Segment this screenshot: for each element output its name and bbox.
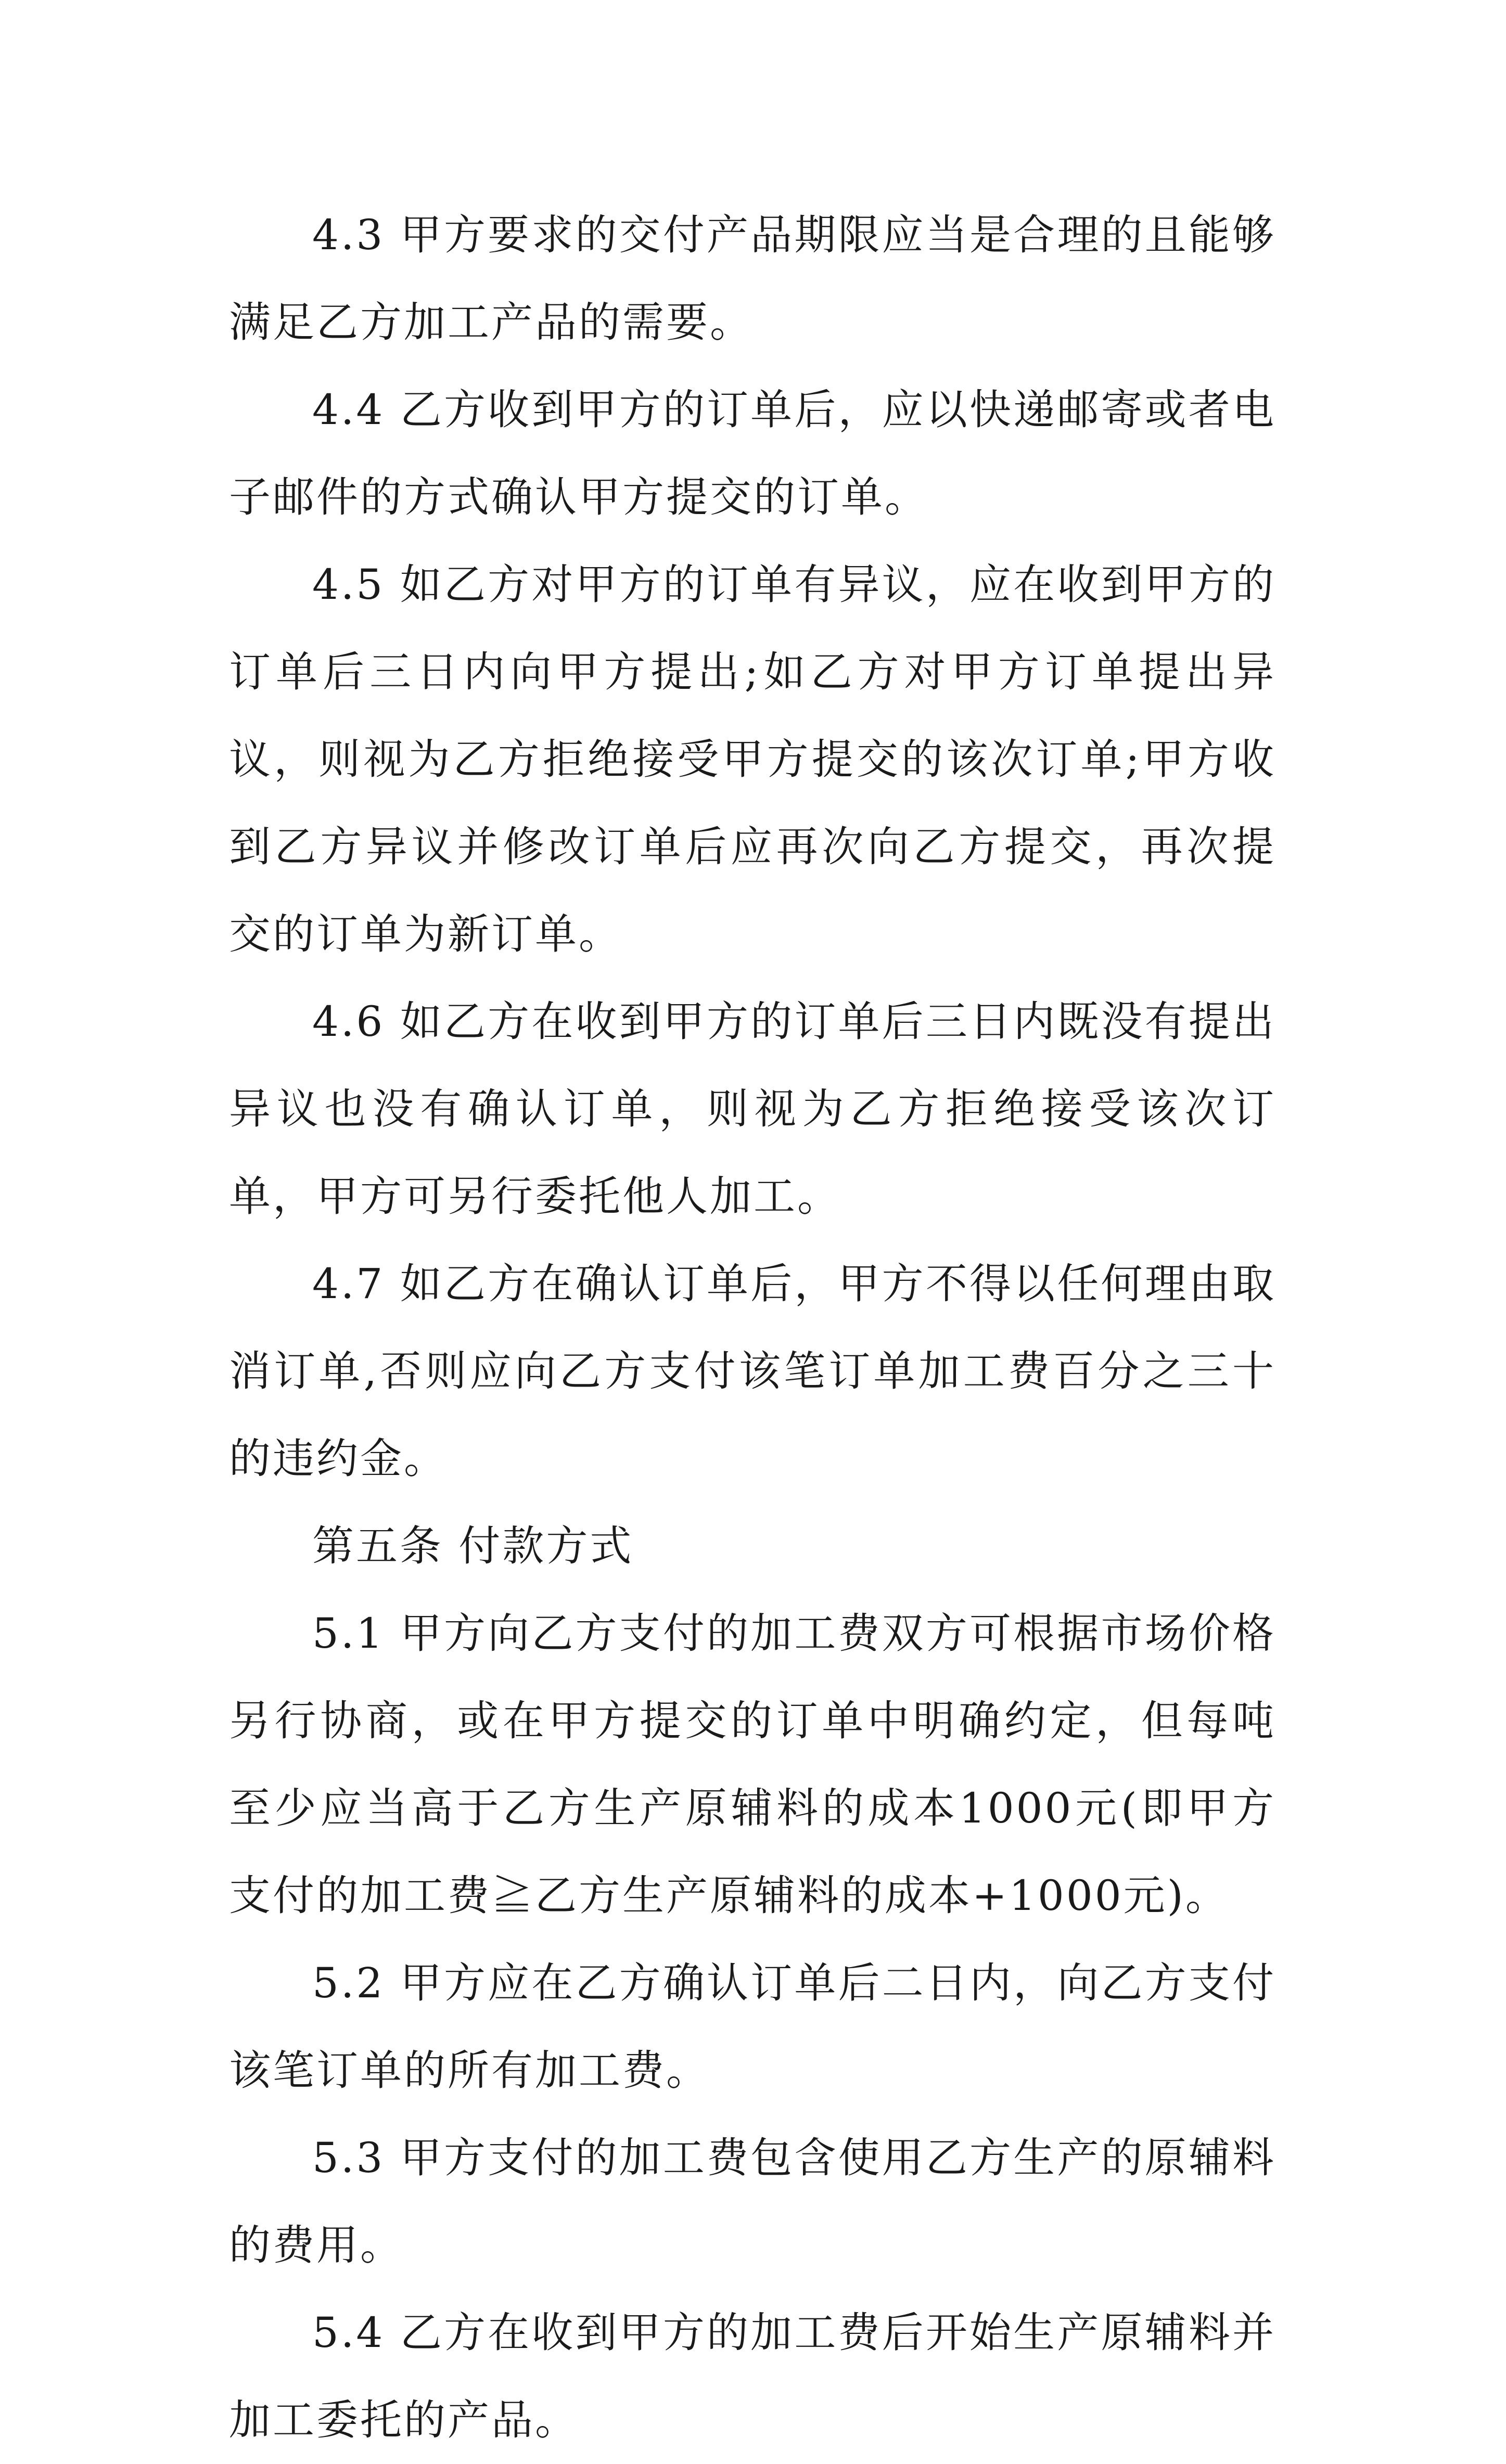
clause-4-7: 4.7 如乙方在确认订单后，甲方不得以任何理由取消订单,否则应向乙方支付该笔订单加工费百分之三十的违约金。 bbox=[229, 1260, 1276, 1483]
clause-4-5: 4.5 如乙方对甲方的订单有异议，应在收到甲方的订单后三日内向甲方提出;如乙方对甲方订单提出异议，则视为乙方拒绝接受甲方提交的该次订单;甲方收到乙方异议并修改订单后应再次向乙方提交，再次提交的订单为新订单。 bbox=[229, 560, 1276, 958]
clause-4-6: 4.6 如乙方在收到甲方的订单后三日内既没有提出异议也没有确认订单，则视为乙方拒绝接受该次订单，甲方可另行委托他人加工。 bbox=[229, 997, 1276, 1221]
clause-4-3: 4.3 甲方要求的交付产品期限应当是合理的且能够满足乙方加工产品的需要。 bbox=[229, 211, 1276, 346]
clause-5-1: 5.1 甲方向乙方支付的加工费双方可根据市场价格另行协商，或在甲方提交的订单中明确约定，但每吨至少应当高于乙方生产原辅料的成本1000元(即甲方支付的加工费≧乙方生产原辅料的成本+1000元)。 bbox=[229, 1609, 1276, 1920]
clause-5-3: 5.3 甲方支付的加工费包含使用乙方生产的原辅料的费用。 bbox=[229, 2134, 1276, 2269]
clause-5-2: 5.2 甲方应在乙方确认订单后二日内，向乙方支付该笔订单的所有加工费。 bbox=[229, 1959, 1276, 2095]
clause-4-4: 4.4 乙方收到甲方的订单后，应以快递邮寄或者电子邮件的方式确认甲方提交的订单。 bbox=[229, 386, 1276, 521]
document-body bbox=[229, 191, 1276, 2464]
clause-5-4: 5.4 乙方在收到甲方的加工费后开始生产原辅料并加工委托的产品。 bbox=[229, 2308, 1276, 2444]
section-5-heading: 第五条 付款方式 bbox=[312, 1522, 634, 1570]
